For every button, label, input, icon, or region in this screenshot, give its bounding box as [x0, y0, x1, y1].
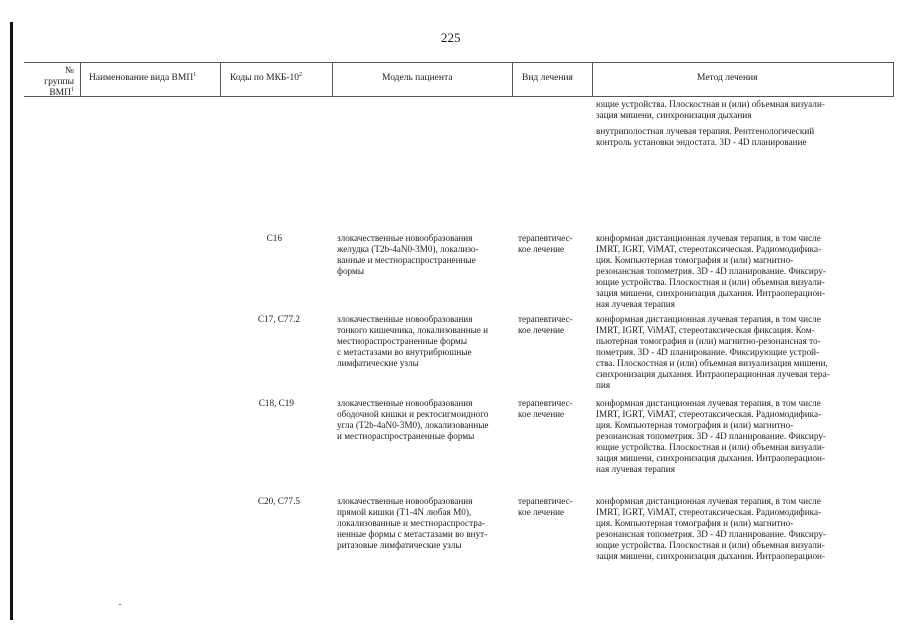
table-row-treatment-type: терапевтичес- кое лечение: [518, 398, 573, 419]
header-treatment-type: Вид лечения: [522, 73, 573, 83]
table-row-method: конформная дистанционная лучевая терапия, в том числе IMRT, IGRT, ViMAT, стереотаксическая. Радиомодифика- ция. Компьютерная томография и (или) магнитно- резонансная топометрия. 3D - 4D планирование. Фиксиру- ющие устройства. Плоскостная и (или) объемная визуали- зация мишени, синхронизация дыхания. Интраоперацион-: [596, 496, 826, 561]
table-row-method: конформная дистанционная лучевая терапия, в том числе IMRT, IGRT, ViMAT, стереотаксическая. Радиомодифика- ция. Компьютерная томография и (или) магнитно- резонансная топометрия. 3D - 4D планирование. Фиксиру- ющие устройства. Плоскостная и (или) объемная визуали- зация мишени, синхронизация дыхания. Интраоперацион- ная лучевая терапия: [596, 398, 826, 474]
header-group-number: № группы ВМП$^1$: [44, 66, 74, 98]
table-row-code: C16: [266, 233, 282, 243]
table-row-code: C17, C77.2: [257, 314, 300, 324]
header-treatment-method: Метод лечения: [697, 73, 758, 83]
table-row-method: конформная дистанционная лучевая терапия, в том числе IMRT, IGRT, ViMAT, стереотаксическая фиксация. Ком- пьютерная томография и (или) магнитно-резонансная то- пометрия. 3D - 4D планирование. Фиксирующие устрой- ства. Плоскостная и (или) объемная визуализация мишени, синхронизация дыхания. Интраоперационная лучевая тера- пия: [596, 314, 830, 390]
table-row-treatment-type: терапевтичес- кое лечение: [518, 314, 573, 335]
table-row-method: конформная дистанционная лучевая терапия, в том числе IMRT, IGRT, ViMAT, стереотаксическая. Радиомодифика- ция. Компьютерная томография и (или) магнитно- резонансная топометрия. 3D - 4D планирование. Фиксиру- ющие устройства. Плоскостная и (или) объемная визуали- зация мишени, синхронизация дыхания. Интраоперацион- ная лучевая терапия: [596, 233, 826, 309]
table-header-bottom-rule: [24, 96, 894, 97]
table-row-patient-model: злокачественные новообразования ободочной кишки и ректосигмоидного угла (T2b-4aN0-3M0), локализованные и местнораспространенные формы: [337, 398, 489, 441]
page-binding-edge: [10, 22, 13, 620]
table-row-treatment-type: терапевтичес- кое лечение: [518, 233, 573, 254]
header-icd-codes: Коды по МКБ-$10^2$: [230, 71, 303, 83]
col-divider-3: [332, 62, 333, 96]
col-divider-1: [80, 62, 81, 96]
continuation-extra-method: внутриполостная лучевая терапия. Рентгенологический контроль установки эндостата. 3D - 4D планирование: [596, 126, 815, 147]
table-row-treatment-type: терапевтичес- кое лечение: [518, 496, 573, 517]
table-top-rule: [24, 62, 894, 63]
header-name: Наименование вида ВМП$^1$: [89, 71, 197, 83]
table-row-code: C18, C19: [258, 398, 294, 408]
table-row-patient-model: злокачественные новообразования тонкого кишечника, локализованные и местнораспространенные формы с метастазами во внутрибрюшные лимфатические узлы: [337, 314, 489, 368]
table-row-code: C20, C77.5: [257, 496, 300, 506]
table-row-patient-model: злокачественные новообразования желудка (T2b-4aN0-3M0), локализо- ванные и местнораспространенные формы: [337, 233, 479, 276]
col-divider-2: [220, 62, 221, 96]
col-divider-4: [512, 62, 513, 96]
table-row-patient-model: злокачественные новообразования прямой кишки (T1-4N любая M0), локализованные и местнораспростра- ненные формы с метастазами во внут- ритазовые лимфатические узлы: [337, 496, 488, 550]
col-divider-6: [893, 62, 894, 96]
page-number: 225: [441, 30, 461, 45]
col-divider-5: [592, 62, 593, 96]
scan-speck: [119, 604, 121, 605]
header-patient-model: Модель пациента: [382, 73, 453, 83]
continuation-method: ющие устройства. Плоскостная и (или) объемная визуали- зация мишени, синхронизация дыхания: [596, 99, 825, 120]
